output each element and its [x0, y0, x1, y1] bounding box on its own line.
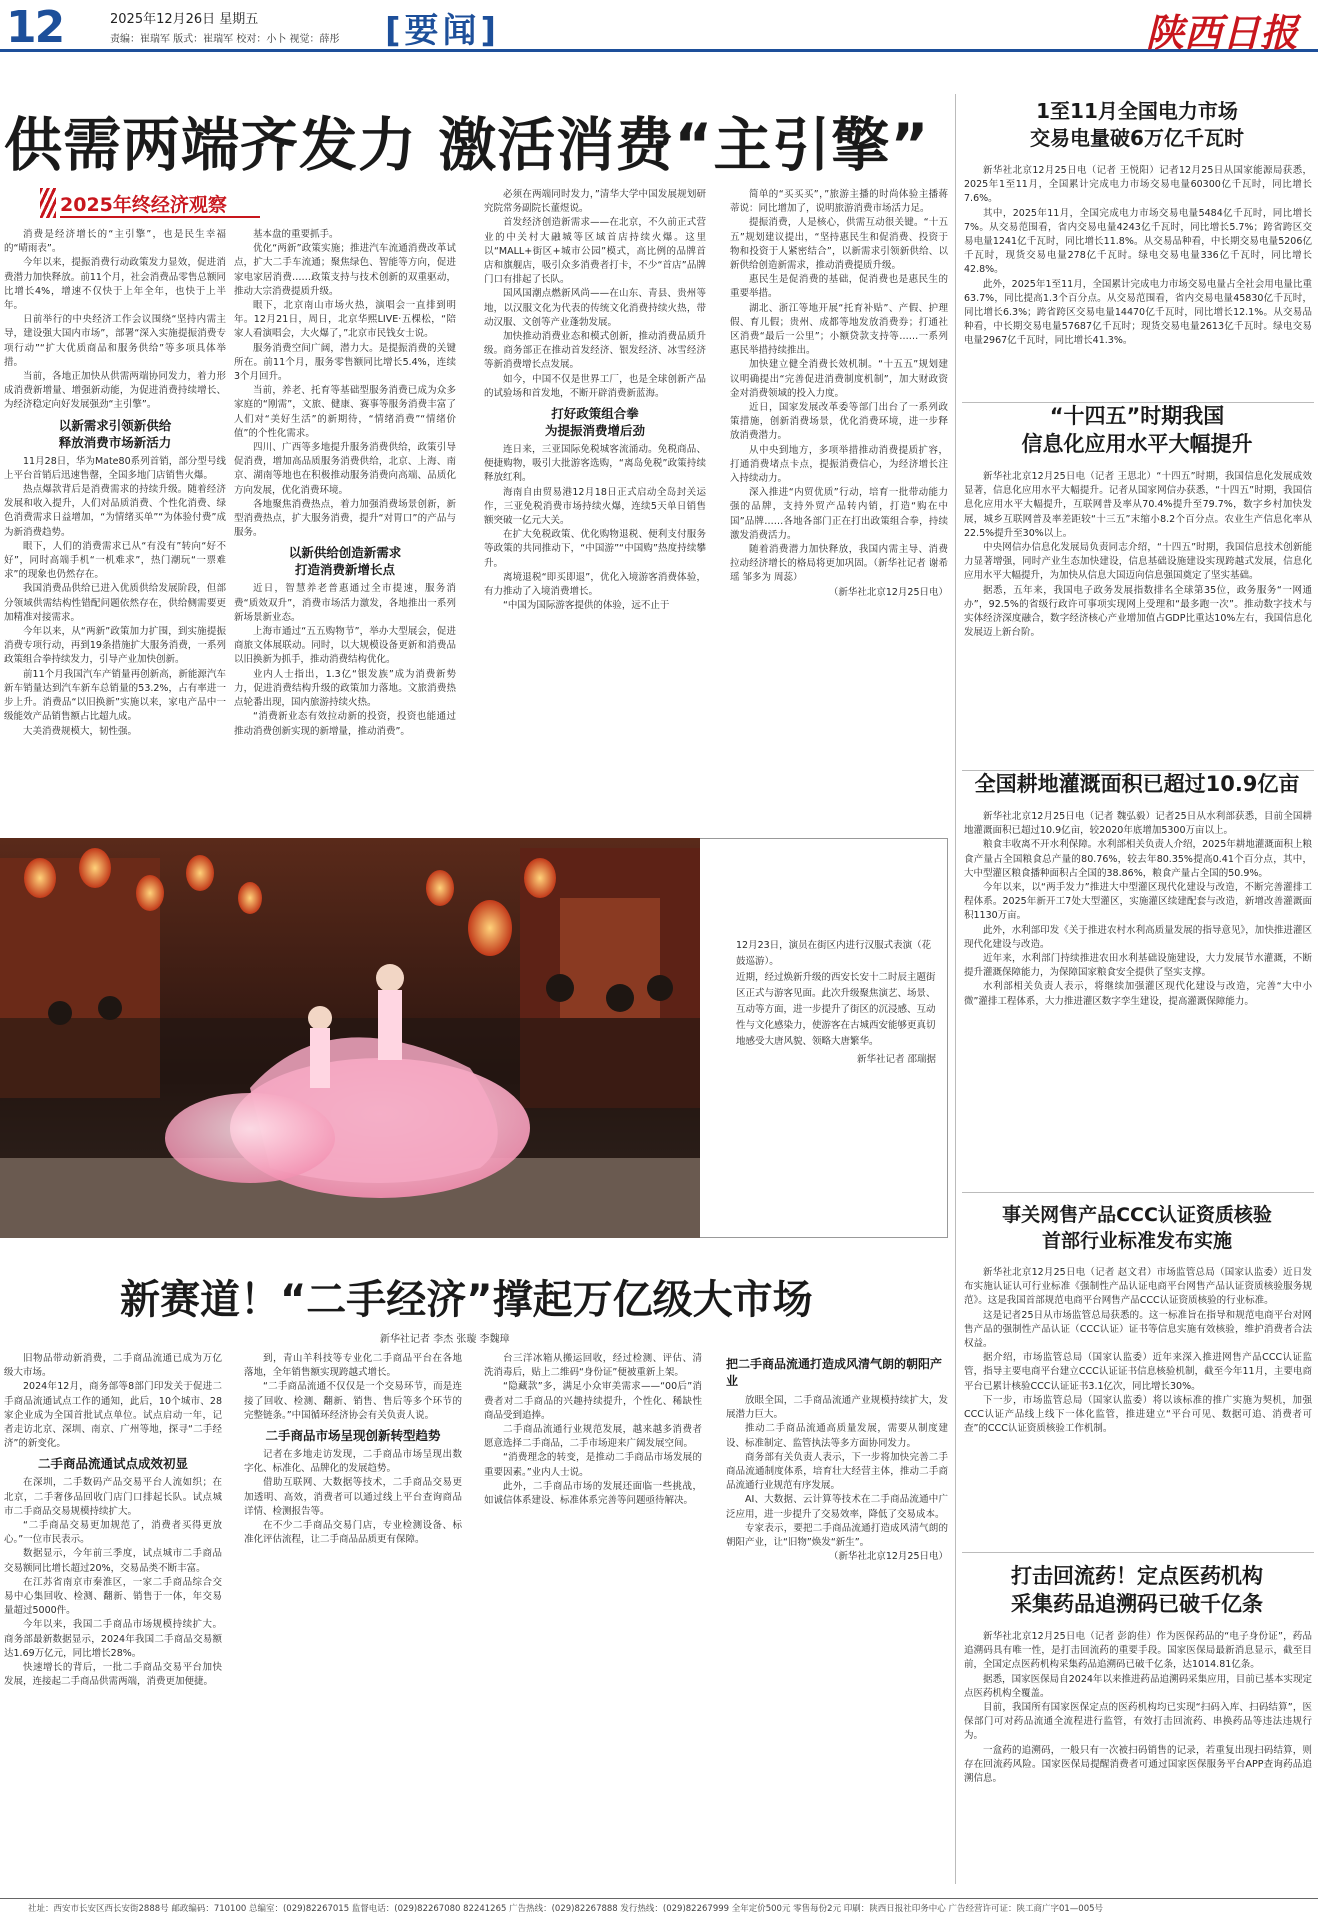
- lead-col4-paras: [730, 188, 948, 586]
- lead-column-1: [4, 228, 226, 833]
- paragraph: 当前，各地正加快从供需两端协同发力，着力形成消费新增量、增强新动能，为促进消费持续增长、为经济稳定向好发展强劲“主引擎”。: [4, 371, 226, 411]
- paragraph: 推动二手商品流通高质量发展，需要从制度建设、标准制定、监管执法等多方面协同发力。: [726, 1423, 948, 1449]
- paragraph: 11月28日，华为Mate80系列首销，部分型号线上平台首销后迅速售罄，全国多地门店销售火爆。: [4, 455, 226, 481]
- paragraph: 放眼全国，二手商品流通产业规模持续扩大，发展潜力巨大。: [726, 1395, 948, 1421]
- second-subhead-3: 把二手商品流通打造成风清气朗的朝阳产业: [726, 1357, 943, 1388]
- paragraph: 随着消费潜力加快释放，我国内需主导、消费拉动经济增长的格局将更加巩固。（新华社记者 谢希瑶 邹多为 周蕊）: [730, 544, 948, 584]
- paragraph: 据悉，国家医保局自2024年以来推进药品追溯码采集应用，目前已基本实现定点医药机构全覆盖。: [964, 1673, 1312, 1699]
- paragraph: 我国消费品供给已进入优质供给发展阶段，但部分领域供需结构性错配问题依然存在，供给侧需要更加精准对接需求。: [4, 583, 226, 623]
- newspaper-logo: 陕西日报: [1145, 10, 1298, 55]
- lead-col2-paras: [234, 228, 456, 540]
- second-headline: 新赛道！“二手经济”撑起万亿级大市场: [120, 1277, 813, 1323]
- lead-subhead-2: 以新供给创造新需求 打造消费新增长点: [288, 545, 402, 578]
- right-article-body: [964, 164, 1312, 400]
- paragraph: 近期，经过焕新升级的西安长安十二时辰主题街区正式与游客见面。此次升级聚焦演艺、场景、互动等方面，进一步提升了街区的沉浸感、互动性与文化感染力，使游客在古城西安能够更真切地感受大唐风貌、领略大唐繁华。: [736, 972, 936, 1047]
- paragraph: 眼下，北京南山市场火热，演唱会一直排到明年。12月21日，周日，北京华熙LIVE·五棵松，“陪家人看演唱会，大火爆了，”北京市民钱女士说。: [234, 300, 456, 340]
- paragraph: 此外，二手商品市场的发展还面临一些挑战，如诚信体系建设、标准体系完善等问题亟待解决。: [484, 1480, 702, 1507]
- paragraph: AI、大数据、云计算等技术在二手商品流通中广泛应用，进一步提升了交易效率，降低了交易成本。: [726, 1494, 948, 1520]
- second-col1b-paras: [4, 1476, 222, 1689]
- right-article-body: [964, 1630, 1312, 1892]
- paragraph: 加快建立健全消费长效机制。“十五五”规划建议明确提出“完善促进消费制度机制”，加大财政资金对消费领域的投入力度。: [730, 359, 948, 399]
- paragraph: 当前，养老、托育等基础型服务消费已成为众多家庭的“刚需”，文旅、健康、赛事等服务消费丰富了人们对“美好生活”的新期待，“情绪消费”“情绪价值”的个性化需求。: [234, 385, 456, 439]
- paragraph: 基本盘的重要抓手。: [253, 229, 339, 240]
- paragraph: 业内人士指出，1.3亿“银发族”成为消费新势力，促进消费结构升级的政策加力落地。文旅消费热点轮番出现，国内旅游持续火热。: [234, 668, 456, 709]
- paragraph: 借助互联网、大数据等技术，二手商品交易更加透明、高效，消费者可以通过线上平台查询商品详情、检测报告等。: [244, 1477, 462, 1517]
- paragraph: 一盒药的追溯码，一般只有一次被扫码销售的记录，若重复出现扫码结算，则存在回流药风险。国家医保局提醒消费者可通过国家医保服务平台APP查询药品追溯信息。: [964, 1744, 1312, 1785]
- lead-col3b-paras: [484, 443, 706, 613]
- second-col2-paras: [244, 1352, 462, 1423]
- paragraph: 在江苏省南京市秦淮区，一家二手商品综合交易中心集回收、检测、翻新、销售于一体，年交易量超过5000件。: [4, 1576, 222, 1617]
- paragraph: 从中央到地方，多项举措推动消费提质扩容，打通消费堵点卡点，提振消费信心，为经济增长注入持续动力。: [730, 444, 948, 485]
- page-number: 12: [6, 2, 64, 53]
- editor-line: 责编：崔瑞军 版式：崔瑞军 校对：小卜 视觉：薛彤: [110, 34, 340, 45]
- stripe-decoration: [40, 188, 56, 218]
- paragraph: 前11个月我国汽车产销量再创新高，新能源汽车新车销量达到汽车新车总销量的53.2%，占有率进一步上升。消费品“以旧换新”实施以来，家电产品中一级能效产品销售额占比超九成。: [4, 668, 226, 723]
- headline-line: 全国耕地灌溉面积已超过10.9亿亩: [974, 772, 1300, 796]
- paragraph: 连日来，三亚国际免税城客流涌动。免税商品、便捷购物，吸引大批游客选购，“离岛免税”政策持续释放红利。: [484, 444, 706, 484]
- paragraph: 商务部有关负责人表示，下一步将加快完善二手商品流通制度体系，培育壮大经营主体，推动二手商品流通行业规范有序发展。: [726, 1451, 948, 1492]
- lead-col3-paras: [484, 188, 706, 401]
- paragraph: 今年以来，我国二手商品市场规模持续扩大。商务部最新数据显示，2024年我国二手商品交易额达1.69万亿元，同比增长28%。: [4, 1619, 222, 1659]
- paragraph: 近年来，水利部门持续推进农田水利基础设施建设，大力发展节水灌溉，不断提升灌溉保障能力，为保障国家粮食安全提供了坚实支撑。: [964, 953, 1312, 979]
- right-article-headline: [962, 770, 1312, 798]
- paragraph: 近日，智慧养老普惠通过全市提速，服务消费“质效双升”，消费市场活力激发，各地推出一系列新场景新业态。: [234, 583, 456, 623]
- second-column-1: [4, 1352, 222, 1892]
- headline-line: 打击回流药！定点医药机构: [1011, 1564, 1263, 1588]
- lead-col2b-paras: [234, 582, 456, 738]
- second-column-2: [244, 1352, 462, 1892]
- paragraph: 日前举行的中央经济工作会议围绕“坚持内需主导，建设强大国内市场”，部署“深入实施提振消费专项行动”“扩大优质商品和服务供给”等多项具体举措。: [4, 314, 226, 368]
- lead-column-2: [234, 228, 456, 833]
- lead-col1-paras: [4, 228, 226, 413]
- right-article-body: [964, 1266, 1312, 1550]
- paragraph: 离境退税“即买即退”，优化入境游客消费体验，有力推动了入境消费增长。: [484, 571, 706, 598]
- paragraph: “隐藏款”多，满足小众审美需求——“00后”消费者对二手商品的兴趣持续提升，个性化、稀缺性商品受到追捧。: [484, 1381, 702, 1421]
- photo-credit: 新华社记者 邵瑞据: [856, 1054, 936, 1065]
- paragraph: 新华社北京12月25日电（记者 王思北）“十四五”时期，我国信息化发展成效显著，信息化应用水平大幅提升。记者从国家网信办获悉，“十四五”时期，我国信息化应用水平大幅提升，互联网普及率从70.4%提升至79.7%，数字乡村加快发展，城乡互联网普及率差距较“十三五”末缩小8.2个百分点。农业生产信息化率从22.5%提升至30%以上。: [964, 471, 1312, 539]
- caption-paras: [736, 938, 936, 1050]
- paragraph: 今年以来，从“两新”政策加力扩围，到实施提振消费专项行动，再到19条措施扩大服务消费，一系列政策组合拳持续发力，引导产业加快创新。: [4, 626, 226, 666]
- paragraph: 中央网信办信息化发展局负责同志介绍，“十四五”时期，我国信息技术创新能力显著增强，同时产业生态加快建设，信息基础设施建设实现跨越式发展，信息化应用水平大幅提升，为加快从信息大国迈向信息强国奠定了坚实基础。: [964, 542, 1312, 582]
- paragraph: 在扩大免税政策、优化购物退税、便利支付服务等政策的共同推动下，“中国游”“中国购”热度持续攀升。: [484, 529, 706, 569]
- paragraph: 今年以来，提振消费行动政策发力显效，促进消费潜力加快释放。前11个月，社会消费品零售总额同比增长4%，增速不仅快于上年全年，也快于上半年。: [4, 257, 226, 312]
- paragraph: 12月23日，演员在街区内进行汉服式表演（花鼓巡游）。: [736, 940, 932, 967]
- second-col4-paras: [726, 1394, 948, 1550]
- right-article-headline: [962, 402, 1312, 458]
- paragraph: 此外，水利部印发《关于推进农村水利高质量发展的指导意见》，加快推进灌区现代化建设与改造。: [964, 924, 1312, 950]
- paragraph: 新华社北京12月25日电（记者 彭韵佳）作为医保药品的“电子身份证”，药品追溯码具有唯一性，是打击回流药的重要手段。国家医保局最新消息显示，截至目前，全国定点医药机构采集药品追溯码已破千亿条，达1014.81亿条。: [964, 1631, 1312, 1671]
- paragraph: 在深圳，二手数码产品交易平台人流如织；在北京，二手奢侈品回收门店门口排起长队。试点城市二手商品交易规模持续扩大。: [4, 1477, 222, 1517]
- lead-subhead-1: 以新需求引领新供给 释放消费市场新活力: [58, 417, 172, 450]
- paragraph: 国风国潮点燃新风尚——在山东、青县、贵州等地，以汉服文化为代表的传统文化消费持续火热，带动汉服、文创等产业蓬勃发展。: [484, 288, 706, 328]
- paragraph: 水利部相关负责人表示，将继续加强灌区现代化建设与改造，完善“大中小微”灌排工程体系，大力推进灌区数字孪生建设，提高灌溉保障能力。: [964, 981, 1312, 1007]
- paragraph: 下一步，市场监管总局（国家认监委）将以该标准的推广实施为契机，加强CCC认证产品线上线下一体化监管，推进建立“平台可见、数据可追、消费者可查”的CCC认证资质核验工作机制。: [964, 1394, 1312, 1435]
- headline-line: 首部行业标准发布实施: [1041, 1230, 1232, 1252]
- paragraph: 简单的“买买买”，”旅游主播的时尚体验主播蒋蒂说：同比增加了，说明旅游消费市场活力足。: [730, 189, 948, 215]
- news-photo: [0, 838, 700, 1238]
- paragraph: 大美消费规模大，韧性强。: [23, 725, 138, 737]
- lead-col4-sign: （新华社北京12月25日电）: [828, 586, 948, 598]
- paragraph: 惠民生是促消费的基础，促消费也是惠民生的重要举措。: [730, 274, 948, 300]
- article-divider: [962, 1192, 1314, 1193]
- paragraph: 这是记者25日从市场监管总局获悉的。这一标准旨在指导和规范电商平台对网售产品的强制性产品认证（CCC认证）证书等信息实施有效核验，维护消费者合法权益。: [964, 1309, 1312, 1350]
- paragraph: 新华社北京12月25日电（记者 赵文君）市场监管总局（国家认监委）近日发布实施认证认可行业标准《强制性产品认证电商平台网售产品认证资质核验服务规范》。这是我国首部规范电商平台网售产品CCC认证资质核验的行业标准。: [964, 1267, 1312, 1307]
- paragraph: 专家表示，要把二手商品流通打造成风清气朗的朝阳产业，让“旧物”焕发“新生”。: [726, 1522, 948, 1549]
- paragraph: 在不少二手商品交易门店，专业检测设备、标准化评估流程，让二手商品品质更有保障。: [244, 1520, 462, 1546]
- paragraph: 二手商品流通行业规范发展，越来越多消费者愿意选择二手商品，二手市场迎来广阔发展空间。: [484, 1424, 702, 1450]
- second-column-4: [726, 1352, 948, 1892]
- second-col1-paras: [4, 1352, 222, 1451]
- paragraph: 其中，2025年11月，全国完成电力市场交易电量5484亿千瓦时，同比增长7%。从交易范围看，省内交易电量4243亿千瓦时，同比增长5.7%；跨省跨区交易电量1241亿千瓦时，同比增长11.8%。从交易品种看，中长期交易电量5206亿千瓦时，现货交易电量278亿千瓦时。绿电交易电量336亿千瓦时，同比增长42.8%。: [964, 207, 1312, 276]
- right-article-headline: [962, 98, 1312, 152]
- lead-headline: 供需两端齐发力 激活消费“主引擎”: [4, 111, 930, 179]
- paragraph: 消费是经济增长的“主引擎”，也是民生幸福的“晴雨表”。: [4, 229, 226, 255]
- paragraph: 必须在两端同时发力，”清华大学中国发展规划研究院常务副院长董煜说。: [484, 189, 706, 215]
- headline-line: 交易电量破6万亿千瓦时: [1030, 126, 1244, 150]
- right-article-headline: [962, 1562, 1312, 1618]
- paragraph: 首发经济创造新需求——在北京，不久前正式营业的中关村大融城等区域首店持续火爆。这里以“MALL+街区+城市公园”模式，高比例的品牌首店和旗舰店，吸引众多消费者打卡，不少“首店”品牌门口有排起了长队。: [484, 217, 706, 286]
- right-column-rule: [955, 94, 956, 1884]
- paragraph: “中国为国际游客提供的体验，远不止于: [503, 600, 670, 612]
- paragraph: 据介绍，市场监管总局（国家认监委）近年来深入推进网售产品CCC认证监管，指导主要电商平台建立CCC认证证书信息核验机制，截至今年11月，主要电商平台已累计核验CCC认证证书3.1亿次，同比增长30%。: [964, 1352, 1312, 1392]
- article-divider: [962, 1552, 1314, 1553]
- paragraph: “二手商品流通不仅仅是一个交易环节，而是连接了回收、检测、翻新、销售、售后等多个环节的完整链条。”中国循环经济协会有关负责人说。: [244, 1381, 462, 1421]
- paragraph: 湖北、浙江等地开展“托育补贴”、产假、护理假、育儿假；贵州、成都等地发放消费券；打通社区消费“最后一公里”；小额贷款支持等……一系列惠民举措持续推出。: [730, 302, 948, 357]
- paragraph: 热点爆款背后是消费需求的持续升级。随着经济发展和收入提升，人们对品质消费、个性化消费、绿色消费需求日益增加，“为情绪买单”“为体验付费”成为新消费趋势。: [4, 484, 226, 538]
- headline-line: “十四五”时期我国: [1049, 404, 1225, 428]
- paragraph: 提振消费，人是核心，供需互动很关键。“十五五”规划建议提出，“坚持惠民生和促消费、投资于物和投资于人紧密结合”，以新需求引领新供给、以新供给创造新需求，推动消费提质升级。: [730, 217, 948, 272]
- paragraph: 海南自由贸易港12月18日正式启动全岛封关运作，三亚免税消费市场持续火爆，连续5天单日销售额突破一亿元大关。: [484, 486, 706, 527]
- series-label: 2025年终经济观察: [60, 194, 227, 216]
- series-tag: [40, 188, 250, 218]
- lead-column-4: [730, 188, 948, 833]
- paragraph: 新华社北京12月25日电（记者 魏弘毅）记者25日从水利部获悉，目前全国耕地灌溉面积已超过10.9亿亩，较2020年底增加5300万亩以上。: [964, 811, 1312, 837]
- paragraph: 旧物品带动新消费，二手商品流通已成为万亿级大市场。: [4, 1353, 222, 1379]
- paragraph: 2024年12月，商务部等8部门印发关于促进二手商品流通试点工作的通知，此后，10个城市、28家企业成为全国首批试点单位。试点启动一年，记者走访北京、深圳、南京、广州等地，探寻“二手经济”的新变化。: [4, 1381, 222, 1450]
- headline-line: 采集药品追溯码已破千亿条: [1011, 1592, 1263, 1616]
- section-title: [要闻]: [385, 11, 501, 51]
- paragraph: 眼下，人们的消费需求已从“有没有”转向“好不好”，同时高端手机“一机难求”，热门潮玩“一票难求”的现象也仍然存在。: [4, 540, 226, 581]
- paragraph: 台三洋冰箱从搬运回收，经过检测、评估、清洗消毒后，贴上二维码“身份证”便被重新上架。: [484, 1353, 702, 1379]
- paragraph: 数据显示，今年前三季度，试点城市二手商品交易额同比增长超过20%，交易品类不断丰富。: [4, 1548, 222, 1574]
- series-underline: [60, 216, 260, 218]
- paragraph: 各地聚焦消费热点，着力加强消费场景创新，新型消费热点，扩大服务消费，提升“对胃口”的产品与服务。: [234, 498, 456, 539]
- paragraph: 四川、广西等多地提升服务消费供给，政策引导促消费，增加高品质服务消费供给，北京、上海、南京、湖南等地也在积极推动服务消费向高端、品质化方向发展，优化消费环境。: [234, 442, 456, 496]
- paragraph: 粮食丰收离不开水利保障。水利部相关负责人介绍，2025年耕地灌溉面积上粮食产量占全国粮食总产量的80.76%，较去年80.35%提高0.41个百分点，其中，大中型灌区粮食播种面积占全国的38.86%，粮食产量占全国的50.9%。: [964, 839, 1312, 879]
- headline-line: 事关网售产品CCC认证资质核验: [1002, 1204, 1272, 1226]
- date-line: 2025年12月26日 星期五: [110, 12, 259, 27]
- photo-caption: [736, 938, 936, 1068]
- right-article-body: [964, 810, 1312, 1190]
- paragraph: 此外，2025年1至11月，全国累计完成电力市场交易电量占全社会用电量比重63.7%，同比提高1.3个百分点。从交易范围看，省内交易电量45830亿千瓦时，同比增长6.3%；跨省跨区交易电量14470亿千瓦时，同比增长12.1%。从交易品种看，中长期交易电量57687亿千瓦时；现货交易电量2613亿千瓦时。绿电交易电量2967亿千瓦时，同比增长41.3%。: [964, 278, 1312, 347]
- second-subhead-1: 二手商品流通试点成效初显: [37, 1456, 188, 1472]
- paragraph: 到，青山羊科技等专业化二手商品平台在各地落地，全年销售额实现跨越式增长。: [244, 1353, 462, 1379]
- paragraph: 上海市通过“五五购物节”，举办大型展会，促进商旅文体展联动。同时，以大规模设备更新和消费品以旧换新为抓手，推动消费结构优化。: [234, 626, 456, 666]
- paragraph: “消费理念的转变，是推动二手商品市场发展的重要因素。”业内人士说。: [484, 1452, 702, 1478]
- paragraph: 深入推进“内贸优质”行动，培育一批带动能力强的品牌，支持外贸产品转内销，打造“购在中国”品牌……各地各部门正在打出政策组合拳，持续激发消费活力。: [730, 487, 948, 541]
- footer-info: 社址：西安市长安区西长安街2888号 邮政编码：710100 总编室：(029)82267015 监督电话：(029)82267080 82241265 广告热线：(029)82267888 发行热线：(029)82267999 全年定价500元 零售每份2元 印刷：陕西日报社印务中心 广告经营许可证：陕工商广字01—005号: [0, 1898, 1318, 1916]
- paragraph: 目前，我国所有国家医保定点的医药机构均已实现“扫码入库、扫码结算”，医保部门可对药品流通全流程进行监管，有效打击回流药、串换药品等违法违规行为。: [964, 1702, 1312, 1742]
- paragraph: “二手商品交易更加规范了，消费者买得更放心。”一位市民表示。: [4, 1520, 222, 1546]
- right-article-headline: [962, 1202, 1312, 1254]
- masthead: [0, 0, 1318, 55]
- paragraph: 快速增长的背后，一批二手商品交易平台加快发展，连接起二手商品供需两端，消费更加便捷。: [4, 1662, 222, 1688]
- paragraph: 优化“两新”政策实施；推进汽车流通消费改革试点，扩大二手车流通；聚焦绿色、智能等方向，促进家电家居消费……政策支持与技术创新的双重驱动，推动大宗消费提质升级。: [234, 243, 456, 297]
- right-article-body: [964, 470, 1312, 768]
- paragraph: “消费新业态有效拉动新的投资，投资也能通过推动消费创新实现的新增量，推动消费”。: [234, 711, 456, 737]
- photo-illustration: [0, 838, 700, 1238]
- second-col2b-paras: [244, 1448, 462, 1547]
- paragraph: 服务消费空间广阔，潜力大。是提振消费的关键所在。前11个月，服务零售额同比增长5.4%，连续3个月回升。: [234, 342, 456, 383]
- paragraph: 今年以来，以“两手发力”推进大中型灌区现代化建设与改造，不断完善灌排工程体系。2025年新开工7处大型灌区，实施灌区续建配套与改造，新增改善灌溉面积1130万亩。: [964, 882, 1312, 922]
- paragraph: 据悉，五年来，我国电子政务发展指数排名全球第35位，政务服务“一网通办”，92.5%的省级行政许可事项实现网上受理和“最多跑一次”。推动数字技术与实体经济深度融合，数字经济核心产业增加值占GDP比重达10%左右，我国信息化发展迈上新台阶。: [964, 584, 1312, 639]
- paragraph: 如今，中国不仅是世界工厂，也是全球创新产品的试验场和首发地，不断开辟消费新蓝海。: [484, 373, 706, 399]
- second-col3-paras: [484, 1352, 702, 1508]
- paragraph: 加快推动消费业态和模式创新，推动消费品质升级。商务部正在推动首发经济、银发经济、冰雪经济等新消费增长点发展。: [484, 331, 706, 371]
- paragraph: 新华社北京12月25日电（记者 王悦阳）记者12月25日从国家能源局获悉，2025年1至11月，全国累计完成电力市场交易电量60300亿千瓦时，同比增长7.6%。: [964, 165, 1312, 205]
- second-col4-sign: （新华社北京12月25日电）: [828, 1551, 948, 1563]
- headline-line: 信息化应用水平大幅提升: [1021, 432, 1253, 456]
- lead-col1b-paras: [4, 455, 226, 739]
- second-subhead-2: 二手商品市场呈现创新转型趋势: [265, 1428, 441, 1444]
- headline-line: 1至11月全国电力市场: [1036, 99, 1238, 123]
- paragraph: 近日，国家发展改革委等部门出台了一系列政策措施，创新消费场景，优化消费环境，进一步释放消费潜力。: [730, 402, 948, 442]
- lead-column-3: [484, 188, 706, 833]
- second-column-3: [484, 1352, 702, 1892]
- lead-subhead-3: 打好政策组合拳 为提振消费增后劲: [544, 406, 645, 439]
- paragraph: 记者在多地走访发现，二手商品市场呈现出数字化、标准化、品牌化的发展趋势。: [244, 1449, 462, 1475]
- second-byline: 新华社记者 李杰 张璇 李魏璋: [380, 1334, 510, 1345]
